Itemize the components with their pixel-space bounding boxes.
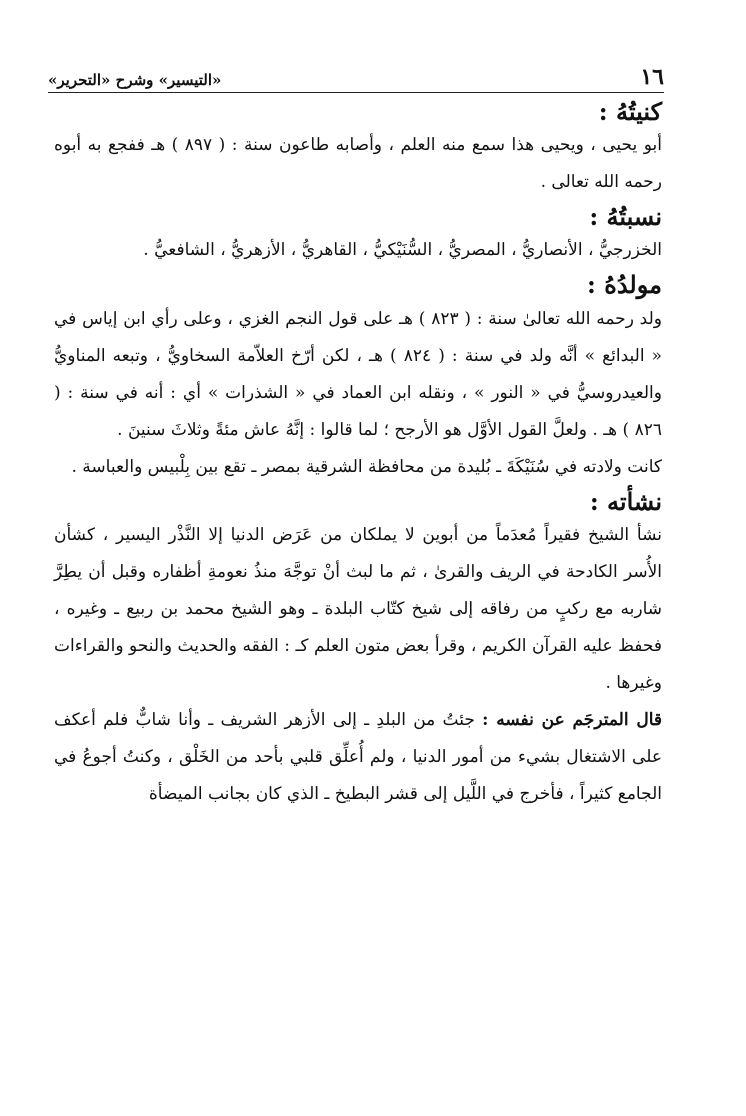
- running-title: «التيسير» وشرح «التحرير»: [48, 71, 222, 89]
- paragraph-nashaa-1: نشأ الشيخ فقيراً مُعدَماً من أبوين لا يملكان من عَرَض الدنيا إلا النَّذْر اليسير ، كشأن الأُسر الكادحة في الريف والقرىٰ ، ثم ما لبث أنْ توجَّهَ منذُ نعومةِ أظفاره وقبل أن يطِرَّ شاربه مع ركبٍ من رفاقه إلى شيخ كتّاب البلدة ـ وهو الشيخ محمد بن ربيع ـ وغيره ، فحفظ عليه القرآن الكريم ، وقرأ بعض متون العلم كـ : الفقه والحديث والنحو والقراءات وغيرها .: [54, 524, 663, 693]
- section-heading-kunya: كنيتُهُ :: [598, 97, 662, 126]
- paragraph-mawlid-1: ولد رحمه الله تعالىٰ سنة : ( ٨٢٣ ) هـ على قول النجم الغزي ، وعلى رأي ابن إياس في « البدائع » أنَّه ولد في سنة : ( ٨٢٤ ) هـ ، لكن أرّخ العلاّمة السخاويُّ ، وتبعه المناويُّ والعيدروسيُّ في « النور » ، ونقله ابن العماد في « الشذرات » أي : أنه في سنة : ( ٨٢٦ ) هـ . ولعلَّ القول الأوَّل هو الأرجح ؛ لما قالوا : إنَّهُ عاش مئةً وثلاثَ سنينَ .: [54, 308, 663, 440]
- paragraph-nashaa-2: [54, 702, 662, 813]
- paragraph-mawlid-2: كانت ولادته في سُنَيْكَةَ ـ بُليدة من محافظة الشرقية بمصر ـ تقع بين بِلْبيس والعباسة .: [71, 456, 662, 477]
- page-number: ١٦: [640, 64, 664, 90]
- page-content: [54, 96, 662, 813]
- paragraph-nisba: الخزرجيُّ ، الأنصاريُّ ، المصريُّ ، السُّنَيْكيُّ ، القاهريُّ ، الأزهريُّ ، الشافعيُّ .: [143, 240, 662, 261]
- quote-lead: قال المترجَم عن نفسه :: [482, 709, 662, 730]
- section-heading-nashaa: نشأته :: [589, 486, 662, 516]
- page-header: [48, 52, 664, 93]
- section-heading-mawlid: مولدُهُ :: [587, 270, 662, 300]
- paragraph-kunya: أبو يحيى ، ويحيى هذا سمع منه العلم ، وأصابه طاعون سنة : ( ٨٩٧ ) هـ ففجع به أبوه رحمه الله تعالى .: [54, 135, 662, 193]
- quote-text: جئتُ من البلدِ ـ إلى الأزهر الشريف ـ وأنا شابٌّ فلم أعكف على الاشتغال بشيء من أمور الدنيا ، ولم أُعلِّق قلبي بأحد من الخَلْق ، وكنتُ أجوعُ في الجامع كثيراً ، فأخرج في اللَّيل إلى قشر البطيخ ـ الذي كان بجانب الميضأة: [54, 709, 662, 804]
- section-heading-nisba: نسبتُهُ :: [589, 202, 662, 232]
